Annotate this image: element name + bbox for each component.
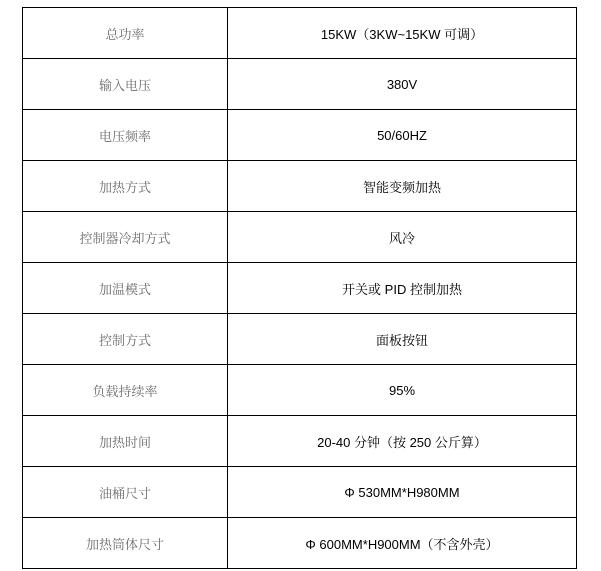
spec-label: 输入电压 — [23, 59, 228, 110]
table-row — [23, 467, 577, 518]
table-row — [23, 212, 577, 263]
spec-value: 50/60HZ — [228, 110, 577, 161]
spec-label: 加热筒体尺寸 — [23, 518, 228, 569]
spec-value: 20-40 分钟（按 250 公斤算） — [228, 416, 577, 467]
spec-value: 风冷 — [228, 212, 577, 263]
spec-label: 电压频率 — [23, 110, 228, 161]
spec-label: 控制器冷却方式 — [23, 212, 228, 263]
table-row — [23, 518, 577, 569]
spec-label: 加热时间 — [23, 416, 228, 467]
spec-value: 智能变频加热 — [228, 161, 577, 212]
spec-value: 15KW（3KW~15KW 可调） — [228, 8, 577, 59]
spec-value: 开关或 PID 控制加热 — [228, 263, 577, 314]
spec-label: 油桶尺寸 — [23, 467, 228, 518]
spec-table — [22, 7, 577, 569]
table-row — [23, 416, 577, 467]
table-row — [23, 365, 577, 416]
spec-label: 负载持续率 — [23, 365, 228, 416]
table-row — [23, 314, 577, 365]
spec-label: 控制方式 — [23, 314, 228, 365]
spec-value: 380V — [228, 59, 577, 110]
spec-value: 95% — [228, 365, 577, 416]
spec-value: Φ 530MM*H980MM — [228, 467, 577, 518]
spec-label: 加温模式 — [23, 263, 228, 314]
table-row — [23, 161, 577, 212]
spec-value: Φ 600MM*H900MM（不含外壳） — [228, 518, 577, 569]
table-row — [23, 59, 577, 110]
table-row — [23, 8, 577, 59]
table-row — [23, 263, 577, 314]
table-row — [23, 110, 577, 161]
spec-label: 总功率 — [23, 8, 228, 59]
spec-label: 加热方式 — [23, 161, 228, 212]
spec-value: 面板按钮 — [228, 314, 577, 365]
